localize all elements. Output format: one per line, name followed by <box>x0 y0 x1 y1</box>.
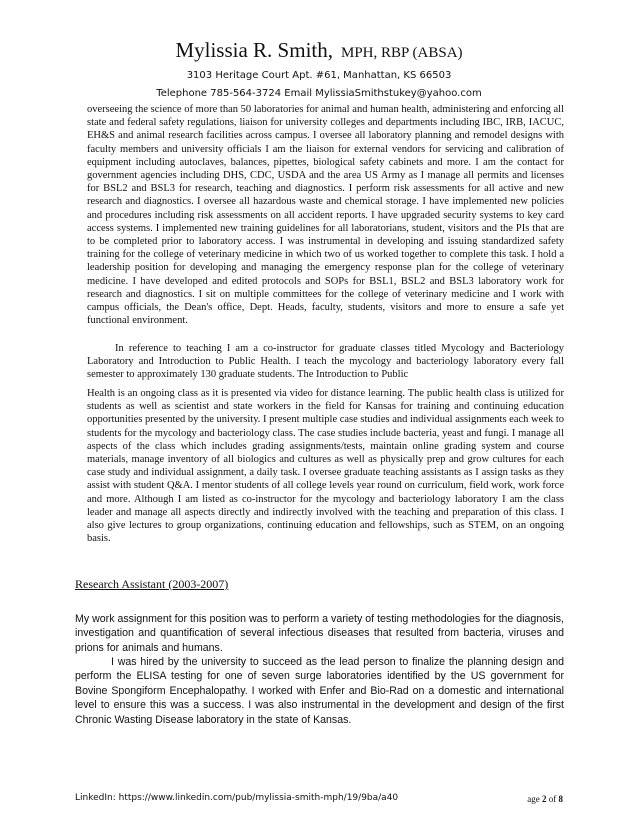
public-health-paragraph: Health is an ongoing class as it is presented via video for distance learning. The public health class is utilized for students as well as scientist and state workers in the field for Kansas for training and continuing education opportunities presented by the university. I present multiple case studies and individual assignments each week to students for the mycology and bacteriology class. The case studies include bacteria, yeast and fungi. I manage all aspects of the class which includes grading assignments/tests, maintain online grading system and course materials, manage inventory of all biologics and cultures as well as physically prep and grow cultures for each case study and individual assignment, a daily task. I oversee graduate teaching assistants as I assign tasks as they assist with student Q&A. I mentor students of all college levels year round on curriculum, field work, work force and more. Although I am listed as co-instructor for the mycology and bacteriology laboratory I am the class leader and manage all aspects directly and indirectly involved with the teaching and preparation of this class. I also give lectures to group organizations, continuing education and fellowships, such as STEM, on an ongoing basis. <box>87 388 564 545</box>
research-bse-paragraph: I was hired by the university to succeed as the lead person to finalize the planning design and perform the ELISA testing for one of seven surge laboratories identified by the US government for Bovine Spongiform Encephalopathy. I worked with Enfer and Bio-Rad on a domestic and international level to ensure this was a success. I was also instrumental in the development and design of the first Chronic Wasting Disease laboratory in the state of Kansas. <box>75 656 564 726</box>
contact-line: Telephone 785-564-3724 Email MylissiaSmithstukey@yahoo.com <box>156 88 482 99</box>
teaching-paragraph: In reference to teaching I am a co-instructor for graduate classes titled Mycology and Bacteriology Laboratory and Introduction to Public Health. I teach the mycology and bacteriology laboratory every fall semester to approximately 130 graduate students. The Introduction to Public <box>87 343 564 381</box>
person-name: Mylissia R. Smith, <box>175 38 333 62</box>
page-of: of <box>548 794 557 804</box>
page-prefix: age <box>527 794 540 804</box>
linkedin-footer: LinkedIn: https://www.linkedin.com/pub/mylissia-smith-mph/19/9ba/a40 <box>75 793 399 803</box>
safety-duties-paragraph: overseeing the science of more than 50 laboratories for animal and human health, administering and enforcing all state and federal safety regulations, liaison for university colleges and departments including IBC, IRB, IACUC, EH&S and animal research facilities across campus. I oversee all laboratory planning and remodel designs with faculty members and university officials I am the liaison for external vendors for servicing and calibration of equipment including autoclaves, balances, pipettes, biological safety cabinets and more. I am the contact for government agencies including DHS, CDC, USDA and the area US Army as I manage all permits and licenses for BSL2 and BSL3 for research, teaching and diagnostics. I perform risk assessments for all active and new research and diagnostics. I oversee all hazardous waste and chemical storage. I have implemented new policies and procedures including risk assessments on all accident reports. I have upgraded security systems to key card access systems. I implemented new training guidelines for all laboratorians, student, visitors and the PIs that are to be completed prior to laboratory access. I was instrumental in developing and issuing standardized safety training for the college of veterinary medicine in which two of us worked together to complete this task. I hold a leadership position for developing and managing the emergency response plan for the college of veterinary medicine. I have developed and edited protocols and SOPs for BSL1, BSL2 and BSL3 laboratory work for research and diagnostics. I sit on multiple committees for the college of veterinary medicine and I work with campus officials, the Dean's office, Dept. Heads, faculty, students, visitors and more to ensure a safe yet functional environment. <box>87 104 564 327</box>
person-credentials: MPH, RBP (ABSA) <box>340 45 463 61</box>
resume-header <box>0 38 638 101</box>
section-heading-research-assistant: Research Assistant (2003-2007) <box>75 577 229 591</box>
name-line <box>0 38 638 65</box>
page-current: 2 <box>542 794 547 804</box>
page-total: 8 <box>558 794 563 804</box>
address-line: 3103 Heritage Court Apt. #61, Manhattan, KS 66503 <box>186 70 452 81</box>
research-assignment-paragraph: My work assignment for this position was to perform a variety of testing methodologies for the diagnosis, investigation and quantification of several infectious diseases that resulted from bacteria, viruses and prions for animals and humans. <box>75 613 564 654</box>
page-number <box>527 793 563 805</box>
